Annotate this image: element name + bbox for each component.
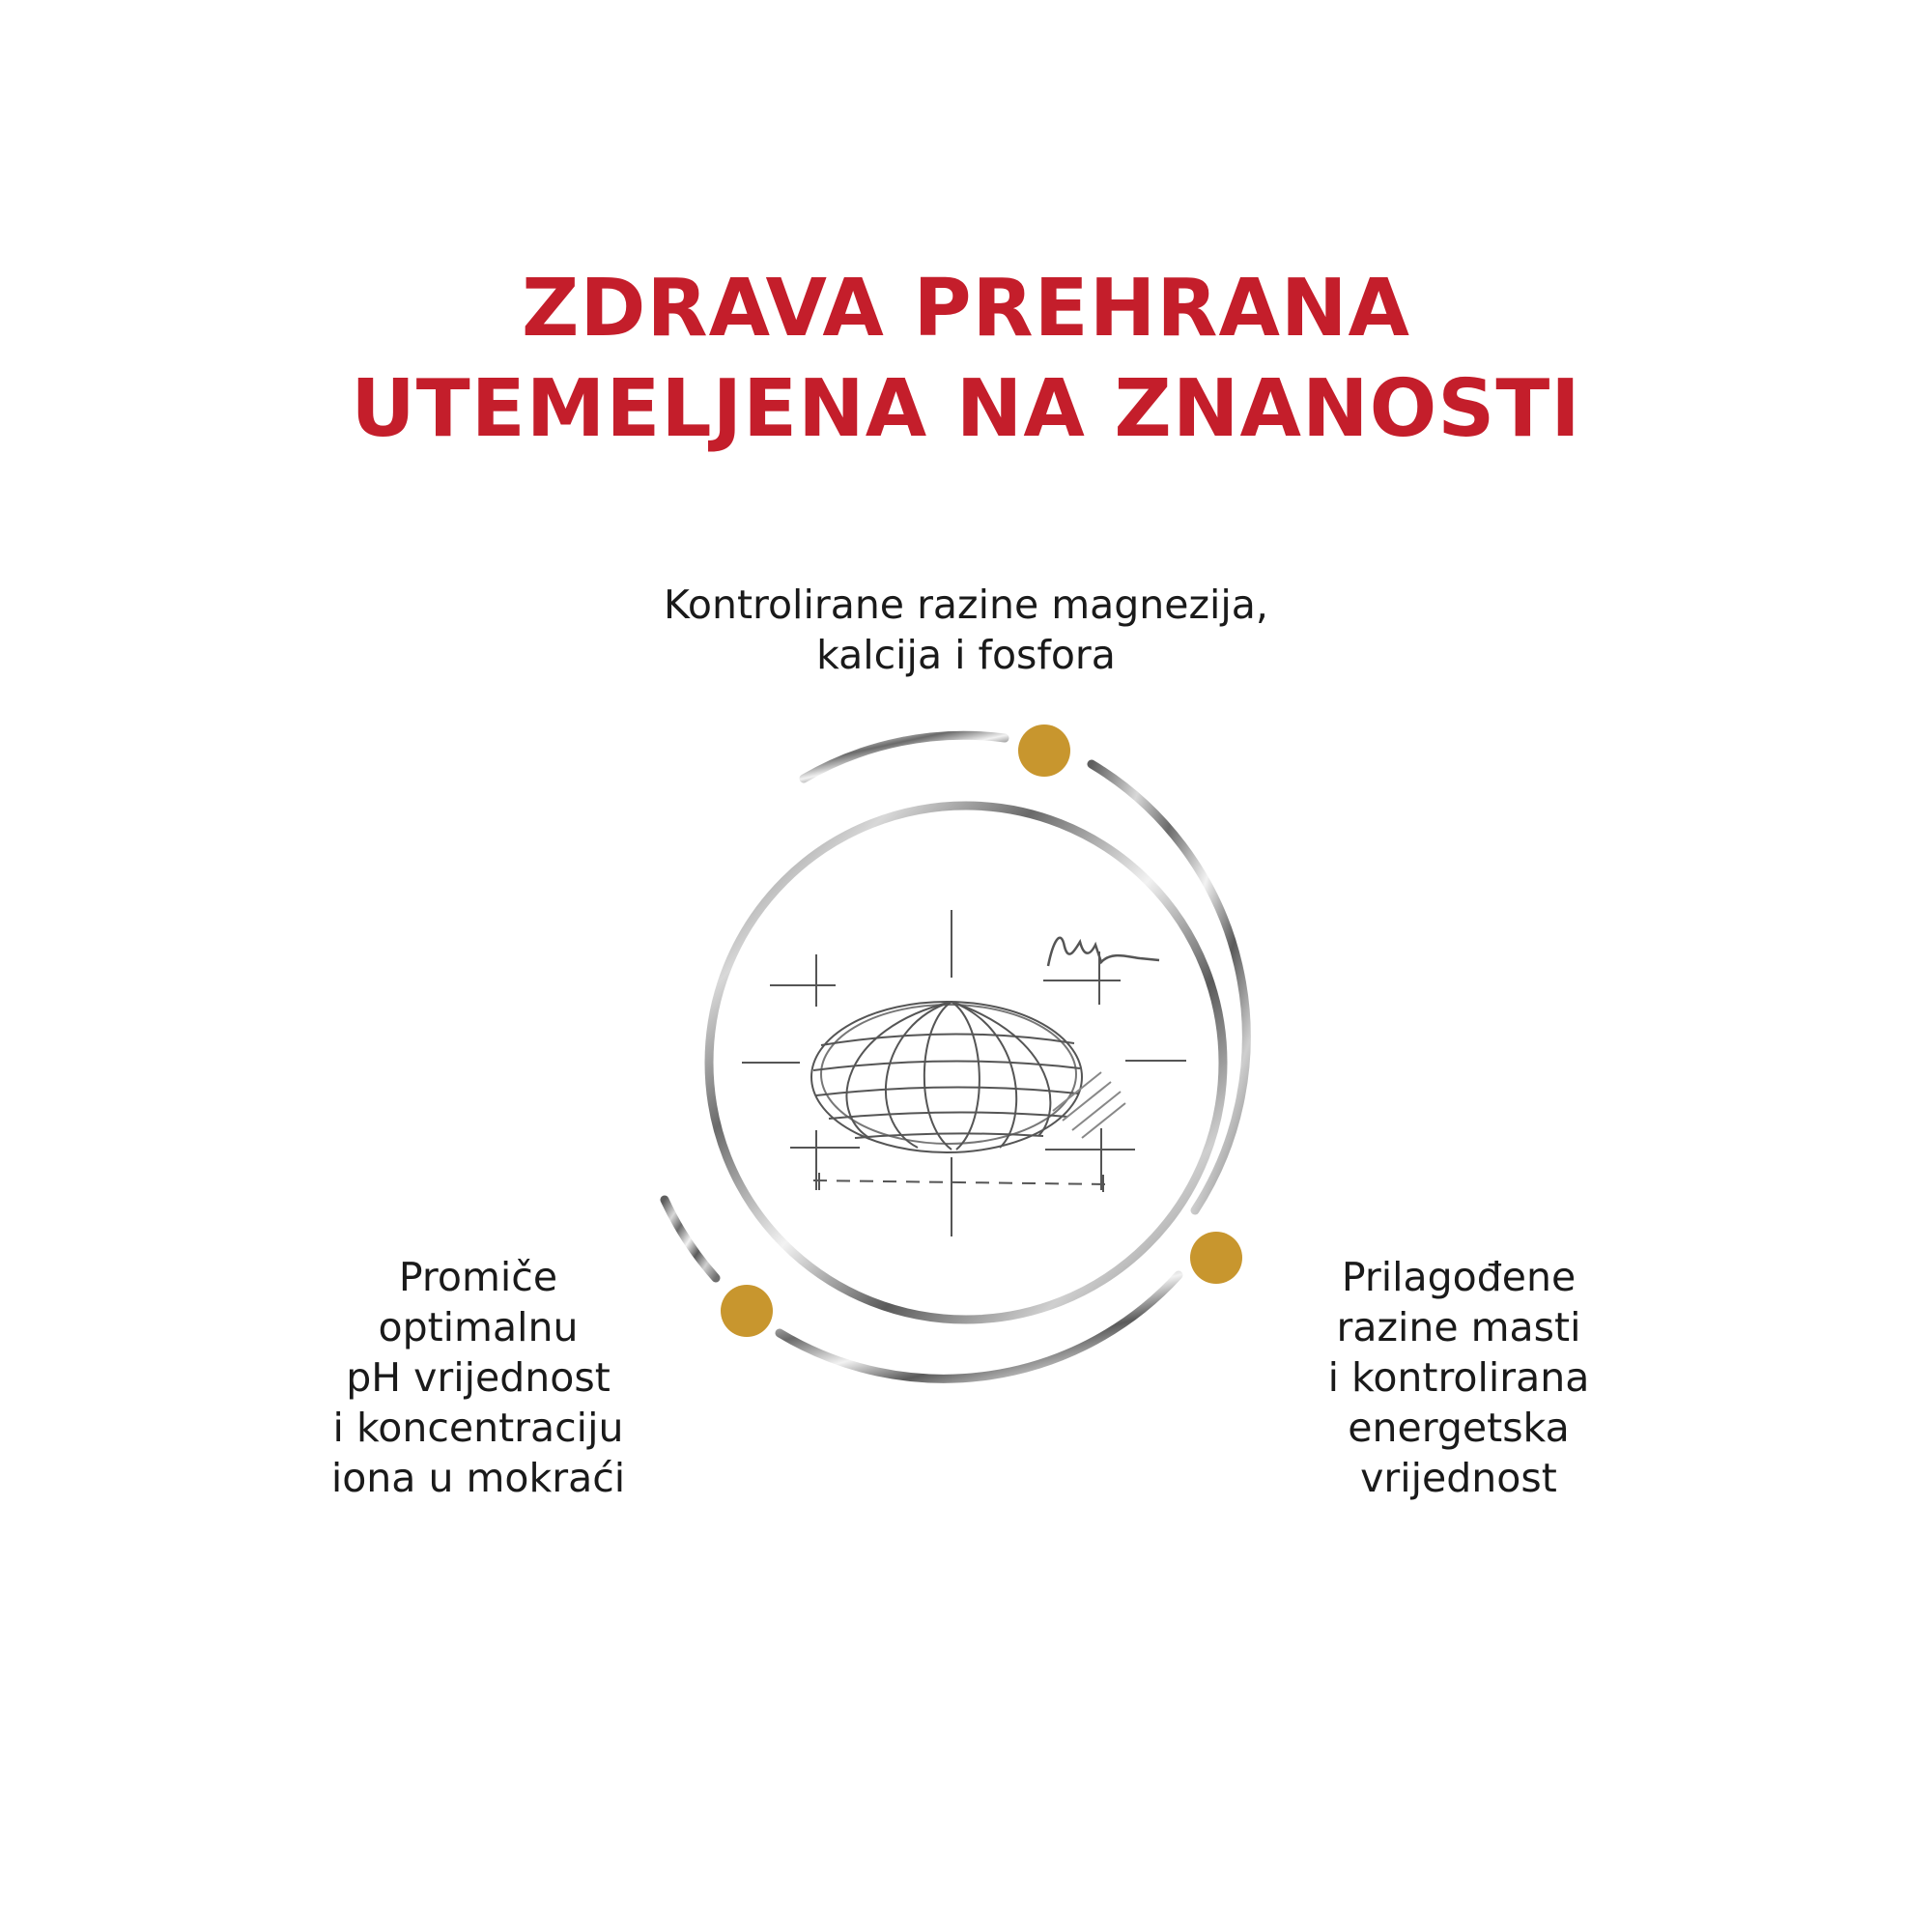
outer-arc-top-left [804, 735, 1005, 779]
signature-scribble [1048, 938, 1159, 966]
outer-arc-left [665, 1200, 716, 1278]
benefit-fat-energy-line: razine masti [1336, 1304, 1581, 1350]
benefit-minerals-line: kalcija i fosfora [816, 632, 1116, 678]
benefit-fat-energy-line: vrijednost [1360, 1455, 1557, 1501]
benefit-urine-ph-line: iona u mokraći [330, 1455, 626, 1501]
accent-dot-right [1190, 1232, 1242, 1284]
benefit-fat-energy-line: energetska [1348, 1405, 1570, 1451]
benefit-urine-ph-line: pH vrijednost [346, 1354, 611, 1401]
kibble-sketch-illustration [742, 910, 1186, 1236]
outer-ring [665, 735, 1246, 1378]
benefit-fat-energy-line: i kontrolirana [1327, 1354, 1590, 1401]
benefit-urine-ph-line: optimalnu [378, 1304, 579, 1350]
title-line-2: UTEMELJENA NA ZNANOSTI [351, 363, 1581, 455]
title-line-1: ZDRAVA PREHRANA [521, 263, 1411, 355]
accent-dot-left [721, 1285, 773, 1337]
benefit-urine-ph-line: Promiče [398, 1254, 558, 1300]
accent-dot-top [1018, 724, 1070, 777]
benefit-urine-ph-line: i koncentraciju [332, 1405, 624, 1451]
benefit-minerals-line: Kontrolirane razine magnezija, [664, 582, 1268, 628]
benefit-fat-energy-line: Prilagođene [1341, 1254, 1577, 1300]
outer-arc-right [1092, 764, 1246, 1210]
